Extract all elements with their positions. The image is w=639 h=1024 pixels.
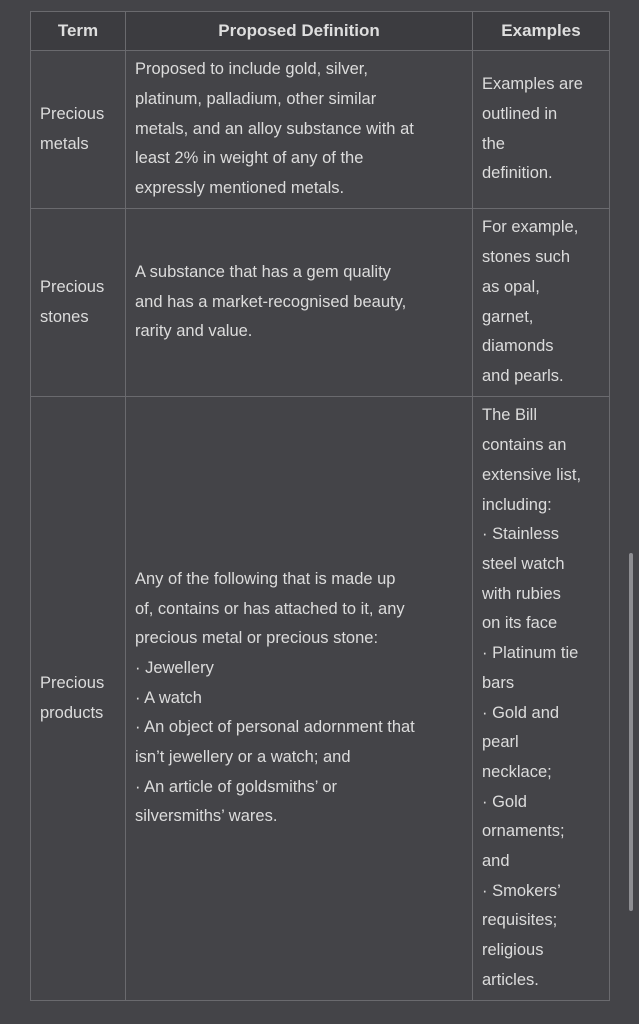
definition-line: metals, and an alloy substance with at xyxy=(135,119,414,138)
definition-line: · Jewellery xyxy=(135,658,214,677)
definitions-table xyxy=(30,11,610,1001)
term-line: products xyxy=(40,703,104,722)
cell-term xyxy=(31,397,126,1001)
examples-line: stones such xyxy=(482,248,571,267)
definitions-table-container xyxy=(30,11,609,1001)
examples-line: steel watch xyxy=(482,554,565,573)
table-header-row xyxy=(31,12,610,51)
definition-line: precious metal or precious stone: xyxy=(135,629,379,648)
table-row-precious-metals xyxy=(31,51,610,209)
examples-line: definition. xyxy=(482,164,553,183)
examples-line: as opal, xyxy=(482,277,540,296)
examples-line: · Platinum tie xyxy=(482,644,579,663)
vertical-scrollbar[interactable] xyxy=(629,553,633,911)
term-line: Precious xyxy=(40,277,105,296)
header-term: Term xyxy=(31,12,126,51)
definition-line: rarity and value. xyxy=(135,322,253,341)
examples-line: For example, xyxy=(482,218,579,237)
definition-line: · An article of goldsmiths’ or xyxy=(135,777,338,796)
examples-line: outlined in xyxy=(482,104,558,123)
examples-line: and pearls. xyxy=(482,366,564,385)
examples-line: ornaments; xyxy=(482,822,565,841)
examples-line: extensive list, xyxy=(482,465,582,484)
term-line: Precious xyxy=(40,104,105,123)
definition-line: platinum, palladium, other similar xyxy=(135,89,377,108)
examples-line: · Gold xyxy=(482,792,527,811)
examples-line: · Smokers’ xyxy=(482,881,561,900)
examples-line: with rubies xyxy=(482,584,561,603)
definition-line: isn’t jewellery or a watch; and xyxy=(135,748,351,767)
term-line: stones xyxy=(40,307,89,326)
header-examples: Examples xyxy=(473,12,610,51)
cell-definition xyxy=(126,209,473,397)
cell-term xyxy=(31,209,126,397)
definition-line: A substance that has a gem quality xyxy=(135,262,391,281)
examples-line: necklace; xyxy=(482,762,552,781)
definition-line: silversmiths’ wares. xyxy=(135,807,278,826)
definition-line: Proposed to include gold, silver, xyxy=(135,60,368,79)
examples-line: pearl xyxy=(482,733,519,752)
definition-line: least 2% in weight of any of the xyxy=(135,149,364,168)
definition-line: · An object of personal adornment that xyxy=(135,718,415,737)
examples-line: articles. xyxy=(482,970,539,989)
examples-line: contains an xyxy=(482,436,567,455)
cell-definition xyxy=(126,51,473,209)
cell-examples xyxy=(473,209,610,397)
definition-line: and has a market-recognised beauty, xyxy=(135,292,407,311)
cell-term xyxy=(31,51,126,209)
cell-examples xyxy=(473,397,610,1001)
examples-line: diamonds xyxy=(482,337,554,356)
examples-line: on its face xyxy=(482,614,558,633)
examples-line: the xyxy=(482,134,505,153)
definition-line: Any of the following that is made up xyxy=(135,569,396,588)
definition-line: of, contains or has attached to it, any xyxy=(135,599,405,618)
definition-line: · A watch xyxy=(135,688,202,707)
examples-line: Examples are xyxy=(482,75,583,94)
examples-line: · Gold and xyxy=(482,703,560,722)
examples-line: · Stainless xyxy=(482,525,560,544)
examples-line: religious xyxy=(482,941,544,960)
examples-line: bars xyxy=(482,673,515,692)
table-row-precious-stones xyxy=(31,209,610,397)
header-proposed-definition: Proposed Definition xyxy=(126,12,473,51)
examples-line: garnet, xyxy=(482,307,534,326)
examples-line: and xyxy=(482,852,510,871)
examples-line: including: xyxy=(482,495,552,514)
examples-line: The Bill xyxy=(482,406,538,425)
term-line: Precious xyxy=(40,673,105,692)
examples-line: requisites; xyxy=(482,911,558,930)
table-row-precious-products xyxy=(31,397,610,1001)
definition-line: expressly mentioned metals. xyxy=(135,179,345,198)
cell-definition xyxy=(126,397,473,1001)
term-line: metals xyxy=(40,134,89,153)
cell-examples xyxy=(473,51,610,209)
